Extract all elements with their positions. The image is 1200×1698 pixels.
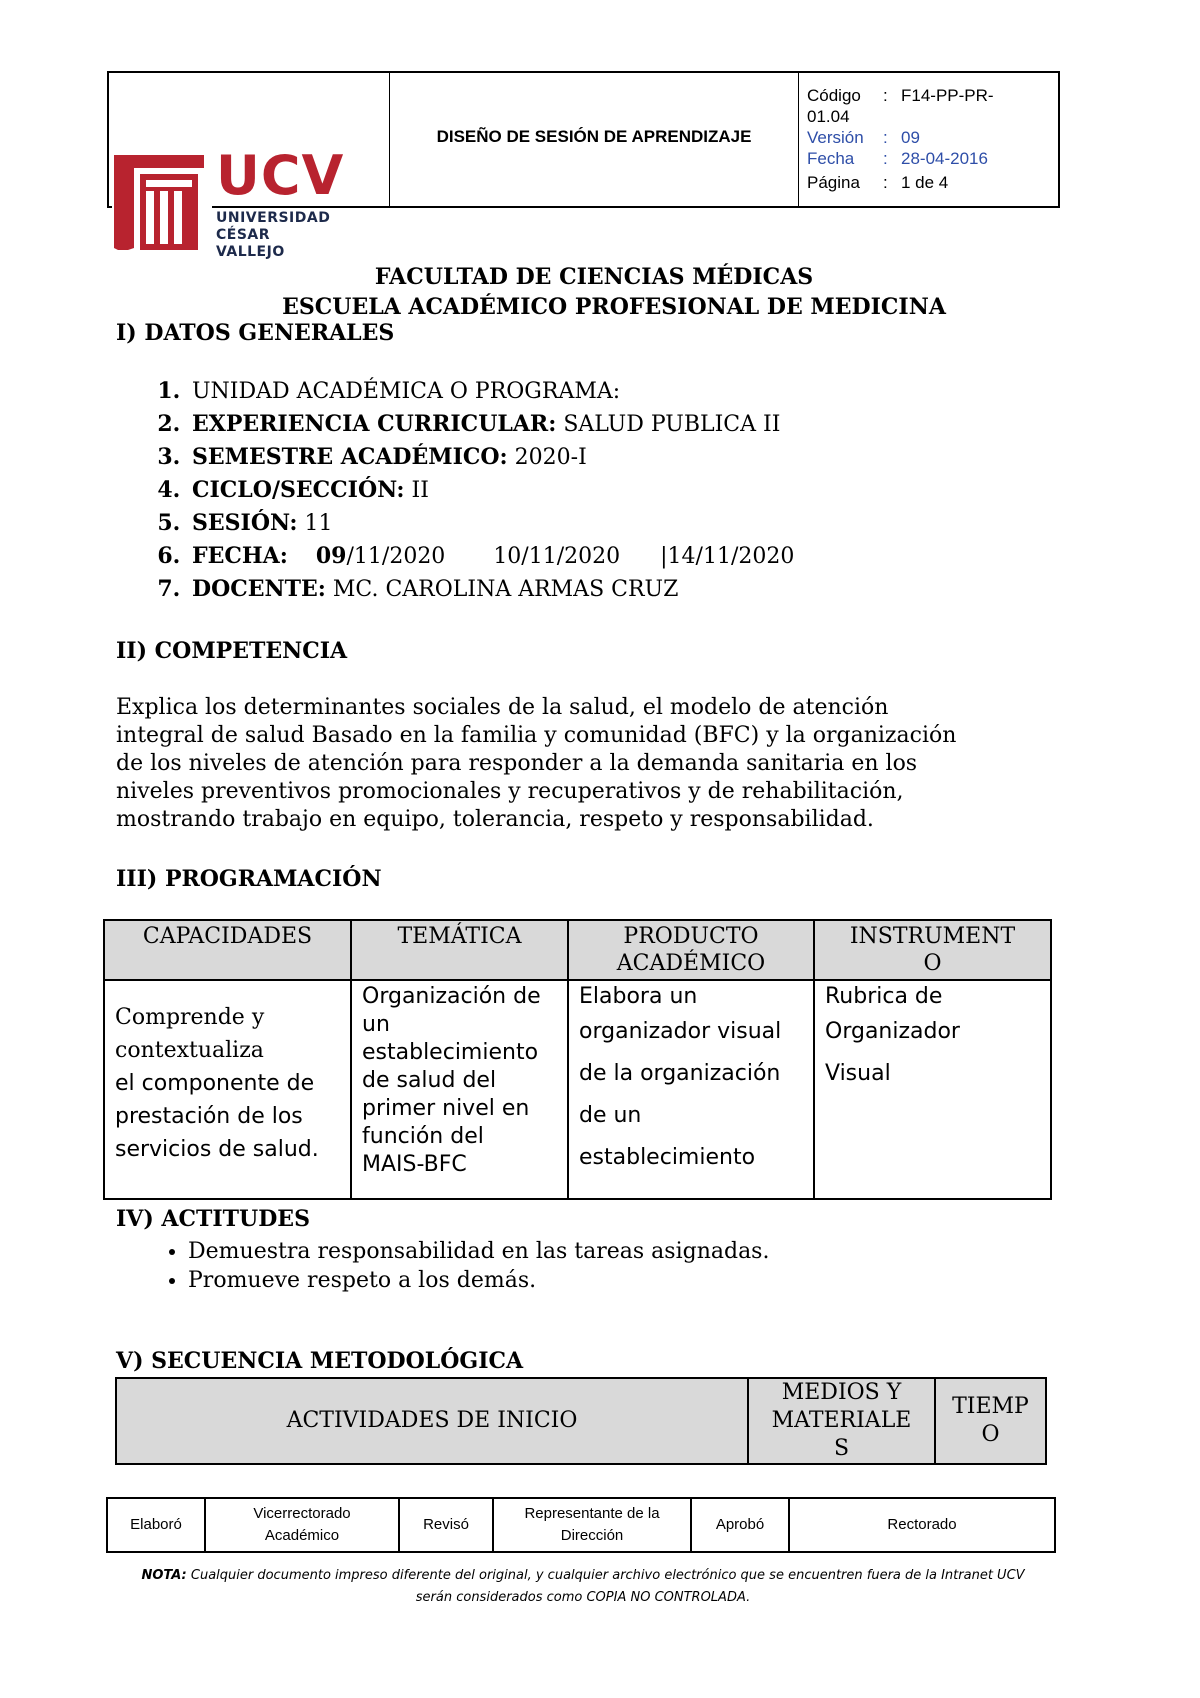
logo-abbreviation: UCV <box>216 144 345 207</box>
header-text: PRODUCTO <box>623 924 759 949</box>
meta-value: F14-PP-PR- <box>901 86 994 105</box>
meta-value: 1 de 4 <box>901 173 949 192</box>
meta-value: 09 <box>901 128 920 147</box>
footer-text: Vicerrectorado <box>253 1505 351 1522</box>
meta-row-fecha <box>807 148 994 169</box>
logo-line: CÉSAR VALLEJO <box>216 227 285 260</box>
header-text: TEMÁTICA <box>397 924 522 949</box>
header-divider <box>798 73 799 206</box>
actitudes-list <box>150 1237 769 1295</box>
section-title-competencia: II) COMPETENCIA <box>116 638 348 664</box>
faculty-title: FACULTAD DE CIENCIAS MÉDICAS <box>374 264 814 290</box>
footer-text: Revisó <box>423 1516 469 1533</box>
cell-line: de un <box>579 1103 642 1128</box>
item-value: 2020-I <box>507 445 587 470</box>
footer-cell-vicerrectorado <box>205 1498 399 1552</box>
cell-line: MAIS-BFC <box>362 1152 467 1177</box>
approval-footer-table <box>106 1497 1056 1553</box>
date-value: /11/2020 <box>346 544 446 569</box>
footer-text: Elaboró <box>130 1516 182 1533</box>
meta-separator: : <box>883 128 888 147</box>
item-value: SALUD PUBLICA II <box>556 412 781 437</box>
paragraph-line: integral de salud Basado en la familia y comunidad (BFC) y la organización <box>116 723 957 748</box>
cell-line: un <box>362 1012 390 1037</box>
footer-text: Académico <box>264 1527 340 1544</box>
footer-text: Rectorado <box>887 1516 957 1533</box>
section-title-programacion: III) PROGRAMACIÓN <box>116 866 382 892</box>
cell-line: Rubrica de <box>825 984 943 1009</box>
footer-cell-aprobo <box>691 1498 789 1552</box>
meta-label: Fecha <box>807 149 855 168</box>
list-item <box>188 408 794 441</box>
meta-separator: : <box>883 149 888 168</box>
table-row <box>104 980 1051 1199</box>
header-tiempo <box>935 1378 1046 1464</box>
header-text: CAPACIDADES <box>142 924 313 949</box>
section-title-secuencia: V) SECUENCIA METODOLÓGICA <box>116 1348 524 1374</box>
general-data-list <box>150 375 794 606</box>
header-medios-materiales <box>748 1378 935 1464</box>
header-text: MATERIALE <box>771 1408 912 1433</box>
note-label: NOTA: <box>141 1568 187 1583</box>
item-label: SEMESTRE ACADÉMICO: <box>192 444 508 470</box>
list-item <box>188 375 794 408</box>
school-title: ESCUELA ACADÉMICO PROFESIONAL DE MEDICINA <box>282 294 946 320</box>
section-title-actitudes: IV) ACTITUDES <box>116 1206 310 1232</box>
item-label: DOCENTE: <box>192 576 326 602</box>
header-producto <box>568 920 814 980</box>
cell-line: primer nivel en <box>362 1096 530 1121</box>
meta-row-pagina <box>807 172 994 193</box>
paragraph-line: de los niveles de atención para responder a la demanda sanitaria en los <box>116 751 918 776</box>
document-meta <box>807 85 994 193</box>
cell-line: establecimiento <box>579 1145 756 1170</box>
meta-row-version <box>807 127 994 148</box>
secuencia-table <box>115 1377 1047 1465</box>
cell-line: el componente de <box>115 1071 315 1096</box>
footer-note-line: serán considerados como COPIA NO CONTROLADA. <box>415 1590 751 1605</box>
cell-line: de la organización <box>579 1061 781 1086</box>
footer-cell-rectorado <box>789 1498 1055 1552</box>
cell-tematica <box>351 980 568 1199</box>
header-actividades-inicio: ACTIVIDADES DE INICIO <box>116 1378 748 1464</box>
item-value: II <box>404 478 429 503</box>
cell-capacidades <box>104 980 351 1199</box>
list-item <box>188 474 794 507</box>
item-value: UNIDAD ACADÉMICA O PROGRAMA: <box>192 379 621 404</box>
list-item: • Demuestra responsabilidad en las tareas asignadas. <box>188 1237 769 1266</box>
item-value: MC. CAROLINA ARMAS CRUZ <box>325 577 679 602</box>
table-header-row <box>116 1378 1046 1464</box>
list-item <box>188 507 794 540</box>
cell-line: prestación de los <box>115 1104 303 1129</box>
header-divider <box>389 73 390 206</box>
competencia-paragraph <box>116 694 1076 834</box>
meta-label: Código <box>807 86 861 105</box>
cell-line: organizador visual <box>579 1019 782 1044</box>
ucv-emblem-icon <box>112 150 212 250</box>
cell-line: Organizador <box>825 1019 960 1044</box>
meta-separator: : <box>883 86 888 105</box>
cell-instrumento <box>814 980 1051 1199</box>
footer-cell-representante <box>493 1498 691 1552</box>
footer-text: Dirección <box>560 1527 624 1544</box>
paragraph-line: Explica los determinantes sociales de la salud, el modelo de atención <box>116 695 889 720</box>
cell-line: Organización de <box>362 984 541 1009</box>
cell-line: servicios de salud. <box>115 1137 319 1162</box>
meta-separator: : <box>883 173 888 192</box>
cell-line: establecimiento <box>362 1040 539 1065</box>
logo-university-name <box>216 210 342 261</box>
footer-cell-reviso <box>399 1498 493 1552</box>
meta-value: 01.04 <box>807 107 850 126</box>
date-day: 09 <box>315 543 347 569</box>
meta-label: Versión <box>807 128 864 147</box>
section-title-datos-generales: I) DATOS GENERALES <box>116 320 395 346</box>
item-value: 11 <box>297 511 333 536</box>
item-label: CICLO/SECCIÓN: <box>192 477 405 503</box>
header-text: O <box>981 1422 1000 1447</box>
date-value: 10/11/2020 <box>493 544 621 569</box>
cell-line: de salud del <box>362 1068 497 1093</box>
cell-line: Visual <box>825 1061 891 1086</box>
header-text: S <box>833 1436 850 1461</box>
note-text: Cualquier documento impreso diferente del original, y cualquier archivo electrónico que se encuentren fuera de la Intranet UCV <box>186 1568 1025 1583</box>
footer-text: Representante de la <box>524 1505 660 1522</box>
list-item: • Promueve respeto a los demás. <box>188 1266 769 1295</box>
item-label: SESIÓN: <box>192 510 298 536</box>
header-title: DISEÑO DE SESIÓN DE APRENDIZAJE <box>436 127 752 146</box>
header-instrumento <box>814 920 1051 980</box>
meta-row-codigo <box>807 85 994 106</box>
header-text: ACADÉMICO <box>616 951 766 976</box>
header-text: MEDIOS Y <box>781 1380 902 1405</box>
list-item <box>188 441 794 474</box>
cell-line: Elabora un <box>579 984 698 1009</box>
list-item <box>188 573 794 606</box>
paragraph-line: mostrando trabajo en equipo, tolerancia, respeto y responsabilidad. <box>116 807 874 832</box>
footer-note <box>0 1565 1166 1609</box>
meta-label: Página <box>807 173 860 192</box>
paragraph-line: niveles preventivos promocionales y recuperativos y de rehabilitación, <box>116 779 904 804</box>
meta-value: 28-04-2016 <box>901 149 988 168</box>
footer-cell-elaboro <box>107 1498 205 1552</box>
cell-line: función del <box>362 1124 484 1149</box>
header-tematica <box>351 920 568 980</box>
header-capacidades <box>104 920 351 980</box>
header-text: O <box>923 951 942 976</box>
header-text: TIEMP <box>952 1394 1029 1419</box>
cell-line: Comprende y <box>115 1005 265 1030</box>
programacion-table <box>103 919 1052 1200</box>
cell-producto <box>568 980 814 1199</box>
table-header-row <box>104 920 1051 980</box>
ucv-logo <box>112 144 345 260</box>
footer-text: Aprobó <box>715 1516 765 1533</box>
item-label: EXPERIENCIA CURRICULAR: <box>192 411 557 437</box>
footer-note-line <box>0 1565 1166 1587</box>
table-row <box>107 1498 1055 1552</box>
list-item <box>188 540 794 573</box>
cell-line: contextualiza <box>115 1038 264 1063</box>
item-label: FECHA: <box>192 543 288 569</box>
date-value: |14/11/2020 <box>660 544 795 569</box>
meta-row-codigo-cont <box>807 106 994 127</box>
logo-line: UNIVERSIDAD <box>216 210 331 226</box>
header-text: INSTRUMENT <box>849 924 1016 949</box>
